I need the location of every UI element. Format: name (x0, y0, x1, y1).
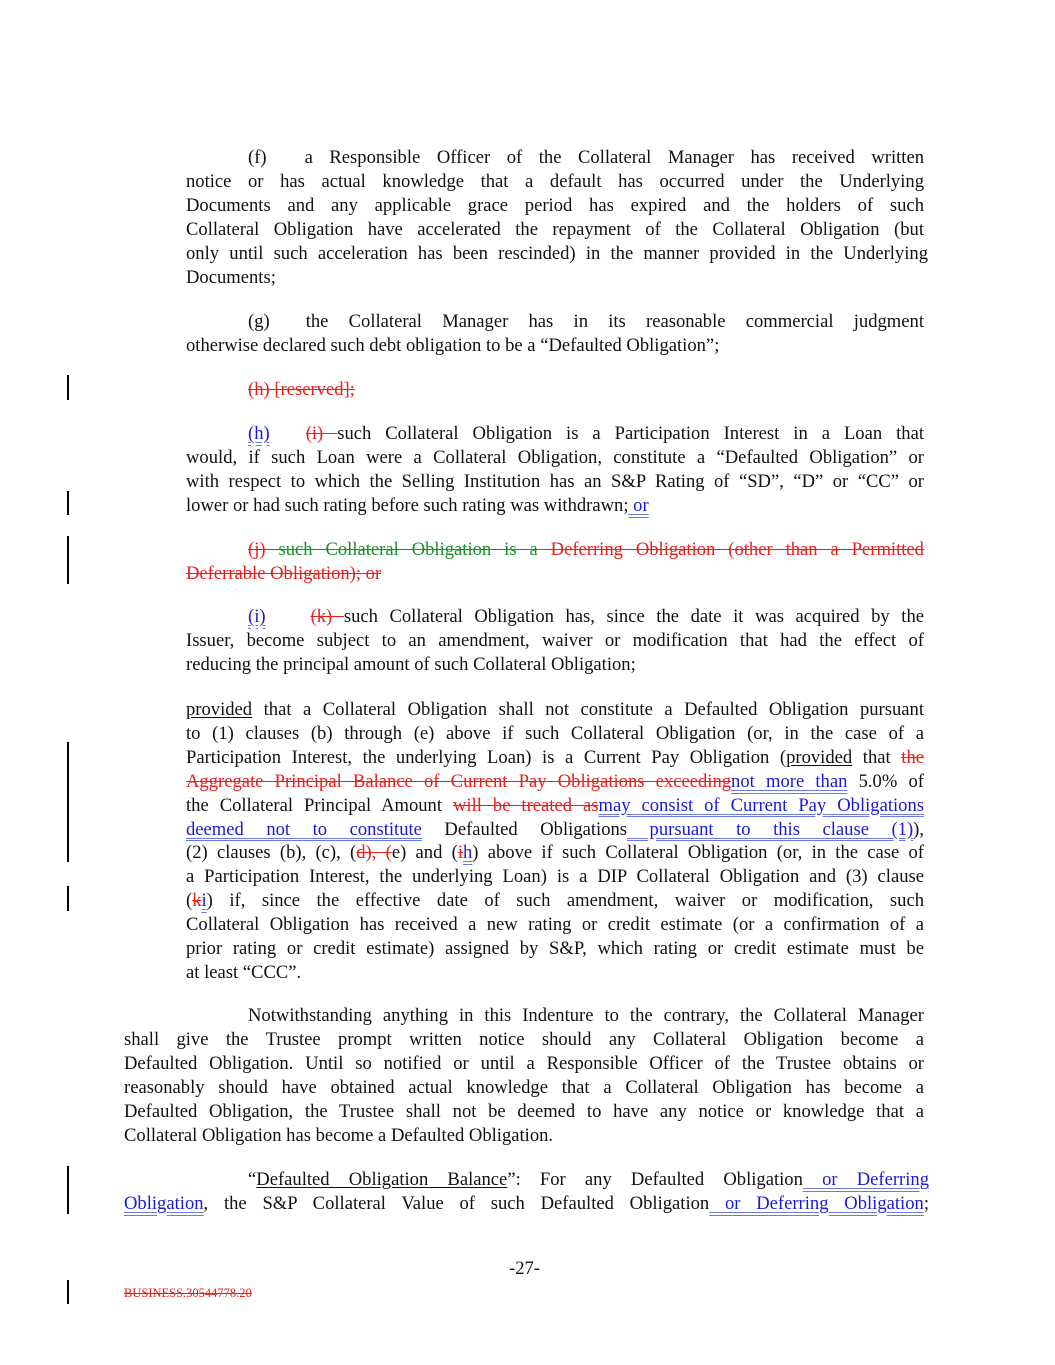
defined-term: Defaulted Obligation Balance (256, 1169, 508, 1190)
clause-h-line: lower or had such rating before such rating was withdrawn; or (186, 494, 649, 516)
deleted-label: (j) (248, 539, 279, 560)
underlined-term: provided (186, 699, 253, 720)
notwithstanding-line: Notwithstanding anything in this Indenture to the contrary, the Collateral Manager (248, 1005, 924, 1026)
notwithstanding-line: Defaulted Obligation. Until so notified or until a Responsible Officer of the Trustee obtains or (124, 1052, 924, 1074)
change-bar (67, 742, 69, 862)
clause-f (186, 146, 928, 289)
deleted-text: will be treated as (453, 794, 599, 816)
inserted-text: or (628, 494, 649, 516)
definition-line: “Defaulted Obligation Balance”: For any Defaulted Obligation or Deferring (248, 1169, 929, 1190)
clause-i-line: Issuer, become subject to an amendment, waiver or modification that had the effect of (186, 629, 924, 651)
deleted-text: BUSINESS.30544778.20 (124, 1286, 252, 1300)
inserted-text: or Deferring (802, 1169, 929, 1190)
clause-h-reserved-deleted (248, 378, 355, 402)
notwithstanding-line: Collateral Obligation has become a Defaulted Obligation. (124, 1124, 554, 1146)
deleted-text: k (192, 890, 202, 912)
page-number: -27- (509, 1258, 540, 1279)
clause-g (186, 310, 924, 358)
notwithstanding-paragraph (124, 1004, 924, 1147)
proviso-line: a Participation Interest, the underlying Loan) is a DIP Collateral Obligation and (3) clause (186, 866, 924, 888)
clause-h (186, 422, 924, 518)
inserted-text: not more than (731, 770, 848, 792)
proviso-line: provided that a Collateral Obligation shall not constitute a Defaulted Obligation pursuant (186, 699, 924, 720)
proviso-line: at least “CCC”. (186, 961, 302, 983)
change-bar (67, 375, 69, 400)
inserted-text: deemed not to constitute (186, 818, 422, 840)
notwithstanding-line: reasonably should have obtained actual knowledge that a Collateral Obligation has become a (124, 1076, 924, 1098)
clause-f-label: (f) (248, 147, 267, 168)
clause-g-label: (g) (248, 311, 270, 332)
clause-j-line (186, 538, 924, 562)
proviso-line: Collateral Obligation has received a new rating or credit estimate (or a confirmation of a (186, 914, 924, 936)
clause-h-line: with respect to which the Selling Institution has an S&P Rating of “SD”, “D” or “CC” or (186, 470, 924, 492)
clause-i-line: (i) (k) such Collateral Obligation has, since the date it was acquired by the (248, 606, 924, 627)
clause-f-line: Documents; (186, 266, 276, 288)
deleted-text: (h) [reserved]; (248, 379, 355, 400)
deleted-text: Aggregate Principal Balance of Current Pay Obligations exceeding (186, 770, 732, 792)
proviso-line: (2) clauses (b), (c), (d), (e) and (ih) above if such Collateral Obligation (or, in the case of (186, 842, 925, 864)
deleted-text: the (901, 746, 924, 768)
proviso-line: prior rating or credit estimate) assigned by S&P, which rating or credit estimate must be (186, 938, 924, 960)
inserted-text: may consist of Current Pay Obligations (598, 794, 924, 816)
clause-j-deleted (186, 538, 924, 586)
inserted-label: (h) (248, 423, 270, 444)
clause-f-line: notice or has actual knowledge that a default has occurred under the Underlying (186, 170, 924, 192)
definition-line: Obligation, the S&P Collateral Value of such Defaulted Obligation or Deferring Obligation; (124, 1192, 929, 1214)
clause-i-line: reducing the principal amount of such Collateral Obligation; (186, 653, 636, 675)
clause-h-line: (h) (i) such Collateral Obligation is a Participation Interest in a Loan that (248, 423, 924, 444)
underlined-term: provided (786, 746, 853, 768)
change-bar (67, 886, 69, 911)
clause-g-line: otherwise declared such debt obligation to be a “Defaulted Obligation”; (186, 334, 720, 356)
clause-h-line: would, if such Loan were a Collateral Obligation, constitute a “Defaulted Obligation” or (186, 446, 924, 468)
change-bar (67, 1280, 69, 1304)
proviso-line: deemed not to constitute Defaulted Obligations pursuant to this clause (1)), (186, 818, 924, 840)
clause-f-line: only until such acceleration has been rescinded) in the manner provided in the Underlying (186, 242, 928, 264)
clause-j-line (186, 562, 924, 586)
inserted-text: or Deferring Obligation (709, 1192, 924, 1214)
clause-f-line: Documents and any applicable grace period has expired and the holders of such (186, 194, 924, 216)
clause-f-line: (f) a Responsible Officer of the Collateral Manager has received written (248, 147, 924, 168)
inserted-label: (i) (248, 606, 266, 627)
proviso-line: (ki) if, since the effective date of such amendment, waiver or modification, such (186, 890, 924, 912)
inserted-text: Obligation (124, 1192, 204, 1214)
change-bar (67, 491, 69, 515)
deleted-label: (k) (310, 606, 344, 627)
moved-text: such Collateral Obligation is a (278, 539, 551, 560)
inserted-text: pursuant to this clause (1) (627, 818, 914, 840)
inserted-text: i (201, 890, 207, 912)
deleted-text: Deferrable Obligation); or (186, 562, 382, 584)
defaulted-obligation-balance-definition (124, 1168, 929, 1216)
proviso-line: Aggregate Principal Balance of Current Pay Obligations exceedingnot more than 5.0% of (186, 770, 924, 792)
notwithstanding-line: shall give the Trustee prompt written notice should any Collateral Obligation become a (124, 1028, 924, 1050)
deleted-text: d), ( (356, 842, 392, 864)
notwithstanding-line: Defaulted Obligation, the Trustee shall not be deemed to have any notice or knowledge that a (124, 1100, 924, 1122)
clause-i (186, 605, 924, 677)
change-bar (67, 1166, 69, 1214)
proviso-line: Participation Interest, the underlying Loan) is a Current Pay Obligation (provided that the (186, 746, 924, 768)
deleted-text: i (457, 842, 463, 864)
deleted-text: Deferring Obligation (other than a Permitted (550, 539, 924, 560)
clause-g-line: (g) the Collateral Manager has in its reasonable commercial judgment (248, 311, 924, 332)
proviso-line: to (1) clauses (b) through (e) above if such Collateral Obligation (or, in the case of a (186, 722, 924, 744)
inserted-text: h (463, 842, 473, 864)
proviso-paragraph (186, 698, 924, 985)
change-bar (67, 536, 69, 584)
footer-document-id (124, 1286, 252, 1301)
deleted-label: (i) (305, 423, 338, 444)
clause-f-line: Collateral Obligation have accelerated the repayment of the Collateral Obligation (but (186, 218, 924, 240)
proviso-line: the Collateral Principal Amount will be treated asmay consist of Current Pay Obligations (186, 794, 924, 816)
